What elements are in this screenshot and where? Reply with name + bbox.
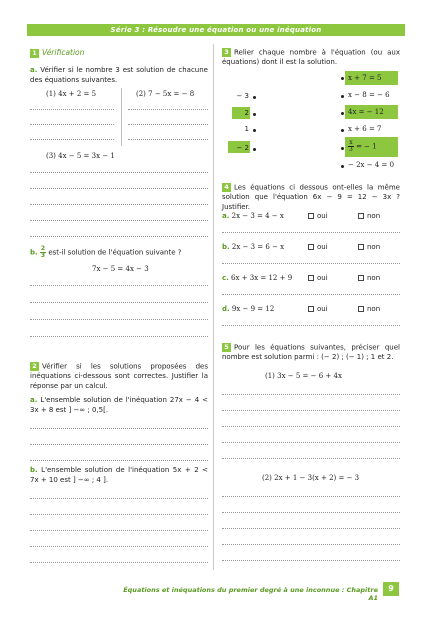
ex4-item-c: c. 6x + 3x = 12 + 9: [222, 274, 293, 282]
exercise-2a-label: a.: [30, 396, 38, 404]
answer-line: [222, 442, 400, 443]
ex4-non-a[interactable]: non: [358, 212, 380, 220]
answer-line: [30, 302, 208, 303]
answer-line: [30, 514, 208, 515]
exercise-1b-text: est-il solution de l'équation suivante ?: [48, 248, 182, 257]
exercise-2a-text: L'ensemble solution de l'inéquation 27x − 4 < 3x + 8 est ] −∞ ; 0,5[.: [30, 396, 208, 414]
answer-line: [222, 394, 400, 395]
answer-line: [30, 220, 208, 221]
answer-line: [30, 204, 208, 205]
exercise-5-number: 5: [222, 343, 231, 352]
exercise-2a: [30, 396, 208, 415]
link-dot[interactable]: [341, 112, 344, 115]
ex4-oui-b[interactable]: oui: [308, 243, 328, 251]
answer-line: [30, 428, 208, 429]
exercise-4-instructions: [222, 183, 400, 212]
ex3-equation: x + 6 = 7: [348, 125, 382, 133]
fraction: $\frac{2}{3}$: [40, 245, 46, 259]
fraction: $\frac{x}{3}$: [349, 139, 353, 153]
exercise-1b-equation: 7x − 5 = 4x − 3: [92, 265, 149, 273]
exercise-5-text: Pour les équations suivantes, préciser quel nombre est solution parmi : (− 2) ; (− 1) ; 1 et 2.: [222, 343, 400, 361]
exercise-1b-label: b.: [30, 248, 38, 257]
answer-line: [30, 172, 208, 173]
link-dot[interactable]: [341, 165, 344, 168]
answer-line: [128, 109, 208, 110]
ex3-number: 1: [244, 125, 249, 133]
answer-line: [222, 410, 400, 411]
checkbox-icon: [358, 213, 364, 219]
answer-line: [30, 498, 208, 499]
link-dot[interactable]: [341, 129, 344, 132]
answer-line: [30, 460, 208, 461]
ex3-equation: − 2x − 4 = 0: [348, 161, 395, 169]
answer-line: [222, 496, 400, 497]
column-divider: [213, 44, 214, 570]
answer-line: [30, 336, 208, 337]
answer-line: [30, 236, 208, 237]
answer-line: [30, 139, 114, 140]
ex4-non-b[interactable]: non: [358, 243, 380, 251]
exercise-2b-label: b.: [30, 466, 38, 474]
answer-line: [222, 458, 400, 459]
exercise-1a-instructions: [30, 66, 208, 85]
ex3-equation: x − 8 = − 6: [348, 91, 390, 99]
eq-separator: [121, 88, 122, 146]
ex4-oui-c[interactable]: oui: [308, 274, 328, 282]
exercise-4-number: 4: [222, 183, 231, 192]
exercise-5-eq2: (2) 2x + 1 − 3(x + 2) = − 3: [262, 474, 360, 482]
exercise-2b-text: L'ensemble solution de l'inéquation 5x + 2 < 7x + 10 est ] −∞ ; 4 ].: [30, 466, 208, 484]
exercise-3-text: Relier chaque nombre à l'équation (ou aux équations) dont il est la solution.: [222, 48, 400, 66]
ex3-number: − 2: [236, 144, 249, 152]
checkbox-icon: [308, 306, 314, 312]
checkbox-icon: [358, 275, 364, 281]
exercise-3-instructions: [222, 48, 400, 68]
link-dot[interactable]: [253, 113, 256, 116]
link-dot[interactable]: [253, 148, 256, 151]
answer-line: [128, 124, 208, 125]
ex3-equation: x + 7 = 5: [348, 74, 382, 82]
ex4-item-d: d. 9x − 9 = 12: [222, 305, 275, 313]
chapter-footer: Équations et inéquations du premier degré à une inconnue : Chapitre A1: [123, 586, 378, 602]
exercise-1-eq1: (1) 4x + 2 = 5: [46, 90, 97, 98]
answer-line: [30, 319, 208, 320]
ex3-number: − 3: [236, 92, 249, 100]
exercise-1a-label: a.: [30, 66, 38, 74]
answer-line: [30, 285, 208, 286]
answer-line: [222, 560, 400, 561]
answer-line: [222, 263, 400, 264]
answer-line: [30, 124, 114, 125]
answer-line: [222, 528, 400, 529]
exercise-1a-text: Vérifier si le nombre 3 est solution de chacune des équations suivantes.: [30, 66, 208, 84]
checkbox-icon: [308, 275, 314, 281]
answer-line: [30, 530, 208, 531]
checkbox-icon: [358, 306, 364, 312]
link-dot[interactable]: [341, 77, 344, 80]
answer-line: [222, 294, 400, 295]
ex4-oui-d[interactable]: oui: [308, 305, 328, 313]
exercise-5-eq1: (1) 3x − 5 = − 6 + 4x: [265, 372, 342, 380]
ex3-number: 2: [244, 109, 249, 117]
answer-line: [222, 325, 400, 326]
exercise-1b-question: [30, 246, 181, 259]
link-dot[interactable]: [253, 129, 256, 132]
answer-line: [30, 562, 208, 563]
ex3-fraction-equation: $\frac{x}{3}$ = − 1: [349, 139, 377, 153]
exercise-5-instructions: [222, 343, 400, 363]
answer-line: [222, 544, 400, 545]
exercise-2-text: Vérifier si les solutions proposées des inéquations ci-dessous sont correctes. Justifier la réponse par un calcul.: [30, 362, 208, 390]
link-dot[interactable]: [341, 147, 344, 150]
page-number: 9: [383, 582, 399, 596]
answer-line: [30, 444, 208, 445]
answer-line: [30, 109, 114, 110]
link-dot[interactable]: [253, 96, 256, 99]
answer-line: [222, 232, 400, 233]
exercise-2-instructions: [30, 362, 208, 391]
exercise-2-number: 2: [30, 362, 39, 371]
exercise-1-number: 1: [30, 49, 39, 58]
link-dot[interactable]: [341, 95, 344, 98]
checkbox-icon: [308, 213, 314, 219]
ex4-non-d[interactable]: non: [358, 305, 380, 313]
exercise-1-title: [30, 48, 84, 58]
answer-line: [128, 139, 208, 140]
answer-line: [30, 188, 208, 189]
ex3-equation: 4x = − 12: [348, 108, 384, 116]
answer-line: [222, 512, 400, 513]
answer-line: [222, 426, 400, 427]
ex4-item-b: b. 2x − 3 = 6 − x: [222, 243, 285, 251]
answer-line: [30, 546, 208, 547]
ex4-item-a: a. 2x − 3 = 4 − x: [222, 212, 284, 220]
series-header: Série 3 : Résoudre une équation ou une inéquation: [27, 24, 405, 36]
exercise-1-eq2: (2) 7 − 5x = − 8: [136, 90, 195, 98]
exercise-2b: [30, 466, 208, 485]
checkbox-icon: [308, 244, 314, 250]
exercise-1-heading: Vérification: [42, 48, 85, 57]
checkbox-icon: [358, 244, 364, 250]
exercise-4-text: Les équations ci dessous ont-elles la même solution que l'équation 6x − 9 = 12 − 3x ? Justifier.: [222, 183, 400, 211]
exercise-1-eq3: (3) 4x − 5 = 3x − 1: [46, 152, 115, 160]
ex4-oui-a[interactable]: oui: [308, 212, 328, 220]
exercise-3-number: 3: [222, 48, 231, 57]
ex4-non-c[interactable]: non: [358, 274, 380, 282]
